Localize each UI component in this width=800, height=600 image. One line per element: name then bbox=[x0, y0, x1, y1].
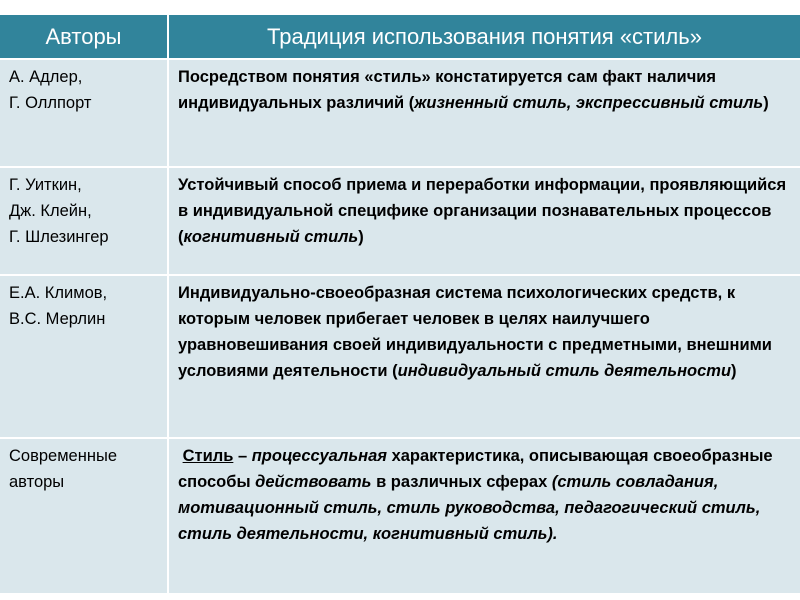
author-name: Дж. Клейн, bbox=[9, 202, 92, 220]
style-term: действовать bbox=[255, 473, 372, 491]
authors-cell bbox=[0, 59, 168, 167]
style-examples: (стиль совладания, мотивационный стиль, стиль руководства, педагогический стиль, стиль деятельности, когнитивный стиль). bbox=[178, 473, 761, 543]
style-term: жизненный стиль, экспрессивный стиль bbox=[414, 94, 764, 112]
style-term-underlined: Стиль bbox=[182, 447, 234, 465]
description-text: в различных сферах bbox=[371, 473, 552, 491]
author-name: Современные bbox=[9, 447, 117, 465]
header-row bbox=[0, 15, 800, 59]
table-row bbox=[0, 438, 800, 593]
description-text: ) bbox=[763, 94, 769, 112]
author-name: Г. Оллпорт bbox=[9, 94, 92, 112]
author-name: Г. Уиткин, bbox=[9, 176, 82, 194]
header-tradition: Традиция использования понятия «стиль» bbox=[168, 15, 800, 59]
table-row bbox=[0, 167, 800, 275]
description-text: Индивидуально-своеобразная система психологических средств, к которым человек прибегает человек в целях наилучшего уравновешивания своей индивидуальности с предметными, внешними условиями деятельности ( bbox=[178, 284, 772, 380]
description-text: Посредством понятия «стиль» констатируется сам факт наличия индивидуальных различий ( bbox=[178, 68, 717, 112]
authors-cell bbox=[0, 275, 168, 438]
header-authors: Авторы bbox=[0, 15, 168, 59]
description-text: ) bbox=[731, 362, 737, 380]
table-row bbox=[0, 59, 800, 167]
description-text: характеристика, описывающая своеобразные способы bbox=[178, 447, 773, 491]
description-cell bbox=[168, 167, 800, 275]
authors-cell bbox=[0, 438, 168, 593]
author-name: А. Адлер, bbox=[9, 68, 83, 86]
description-text: – bbox=[233, 447, 252, 465]
description-text: Устойчивый способ приема и переработки информации, проявляющийся в индивидуальной специфике организации познавательных процессов ( bbox=[178, 176, 787, 246]
description-cell bbox=[168, 275, 800, 438]
description-cell bbox=[168, 59, 800, 167]
author-name: Е.А. Климов, bbox=[9, 284, 108, 302]
description-text: ) bbox=[358, 228, 364, 246]
author-name: В.С. Мерлин bbox=[9, 310, 106, 328]
table-row bbox=[0, 275, 800, 438]
authors-cell bbox=[0, 167, 168, 275]
description-cell bbox=[168, 438, 800, 593]
style-term: когнитивный стиль bbox=[183, 228, 359, 246]
author-name: Г. Шлезингер bbox=[9, 228, 109, 246]
style-term: индивидуальный стиль деятельности bbox=[397, 362, 732, 380]
author-name: авторы bbox=[9, 473, 65, 491]
styles-table bbox=[0, 15, 800, 593]
style-term: процессуальная bbox=[251, 447, 387, 465]
